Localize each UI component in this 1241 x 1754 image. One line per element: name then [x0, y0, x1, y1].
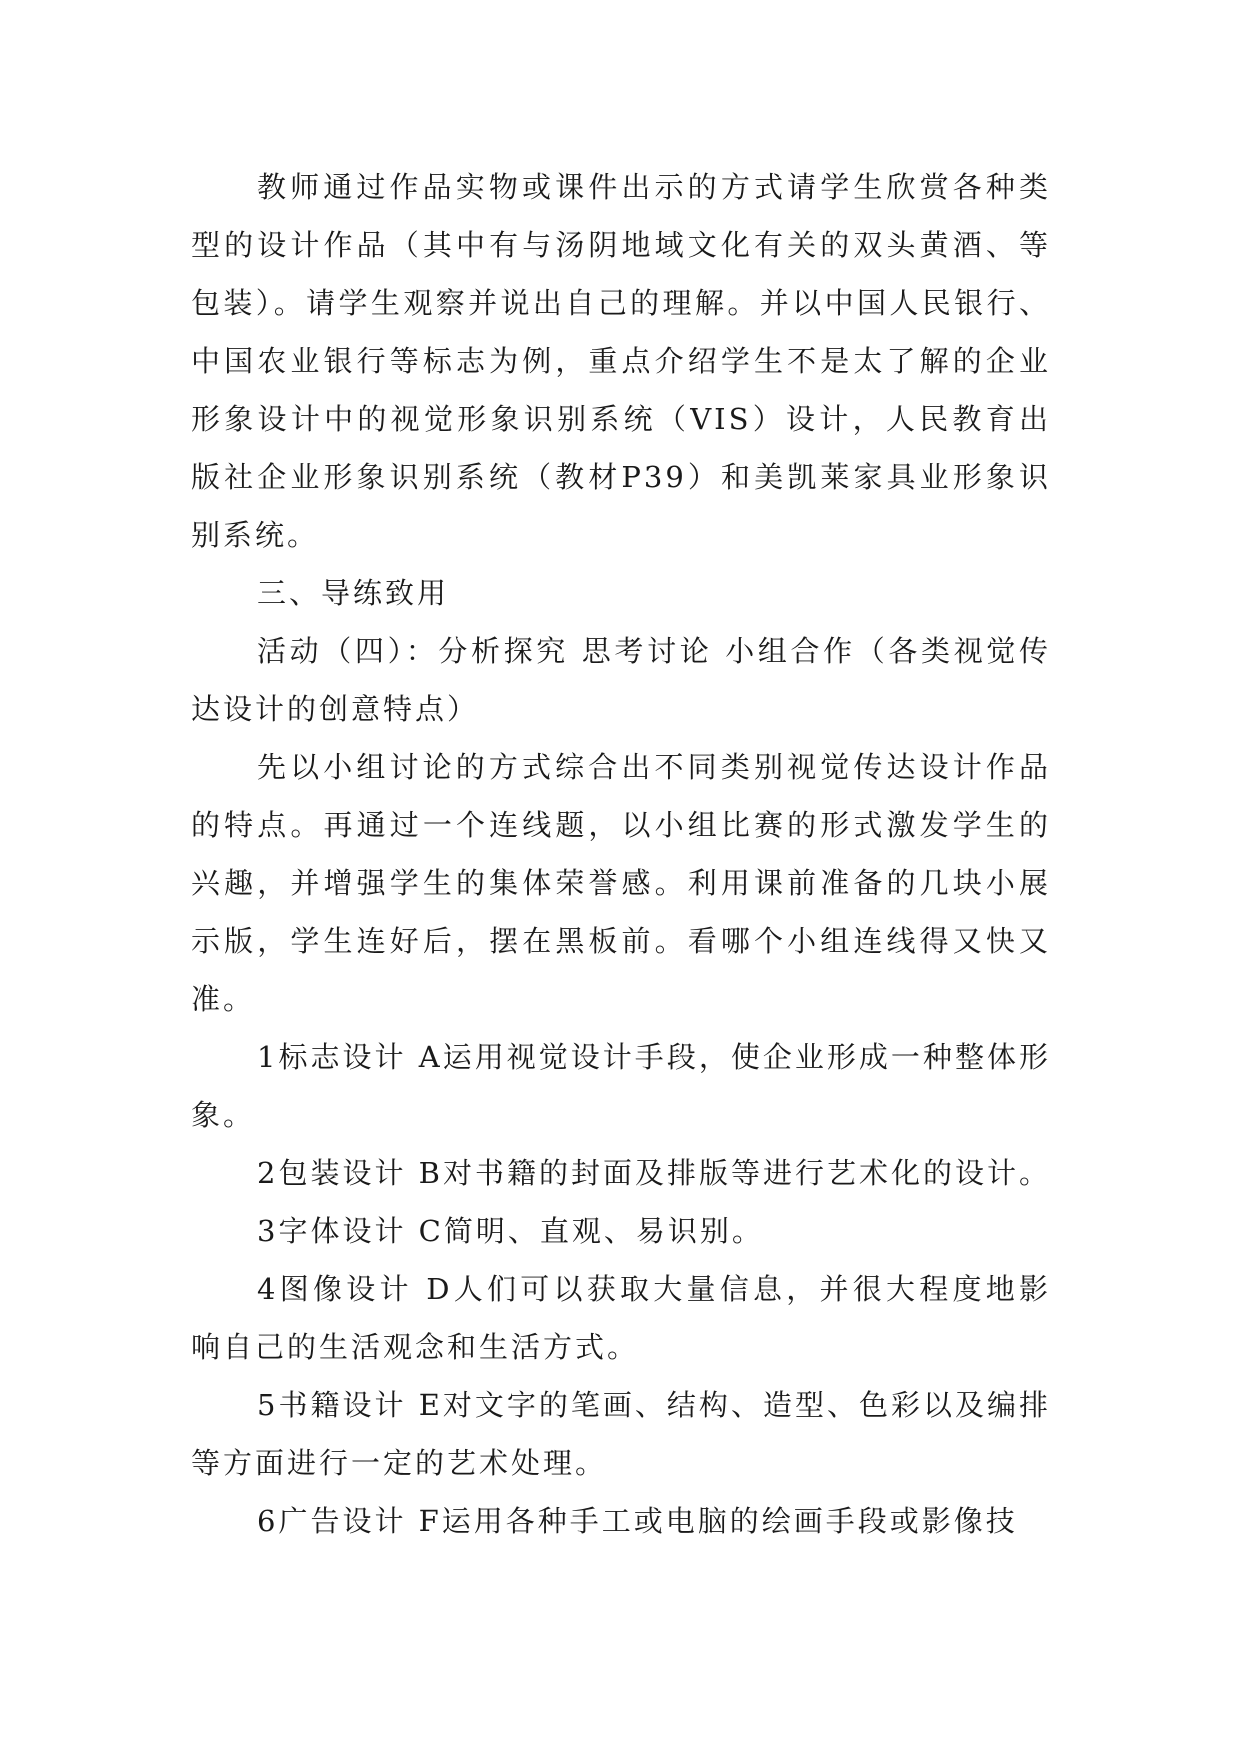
list-item-1: 1标志设计 A运用视觉设计手段，使企业形成一种整体形象。	[191, 1040, 1051, 1132]
list-item-6: 6广告设计 F运用各种手工或电脑的绘画手段或影像技	[257, 1504, 1018, 1538]
list-item-5: 5书籍设计 E对文字的笔画、结构、造型、色彩以及编排等方面进行一定的艺术处理。	[191, 1388, 1051, 1480]
list-item-2: 2包装设计 B对书籍的封面及排版等进行艺术化的设计。	[257, 1156, 1051, 1190]
list-item-3: 3字体设计 C简明、直观、易识别。	[257, 1214, 764, 1248]
paragraph-discussion: 先以小组讨论的方式综合出不同类别视觉传达设计作品的特点。再通过一个连线题，以小组比赛的形式激发学生的兴趣，并增强学生的集体荣誉感。利用课前准备的几块小展示版，学生连好后，摆在黑板前。看哪个小组连线得又快又准。	[191, 750, 1051, 1016]
list-item-4: 4图像设计 D人们可以获取大量信息，并很大程度地影响自己的生活观念和生活方式。	[191, 1272, 1051, 1364]
paragraph-intro: 教师通过作品实物或课件出示的方式请学生欣赏各种类型的设计作品（其中有与汤阴地域文化有关的双头黄酒、等包装）。请学生观察并说出自己的理解。并以中国人民银行、中国农业银行等标志为例，重点介绍学生不是太了解的企业形象设计中的视觉形象识别系统（VIS）设计，人民教育出版社企业形象识别系统（教材P39）和美凯莱家具业形象识别系统。	[191, 170, 1051, 552]
document-body	[191, 158, 1051, 1550]
section-heading: 三、导练致用	[257, 576, 450, 610]
paragraph-activity: 活动（四）：分析探究 思考讨论 小组合作（各类视觉传达设计的创意特点）	[191, 634, 1051, 726]
